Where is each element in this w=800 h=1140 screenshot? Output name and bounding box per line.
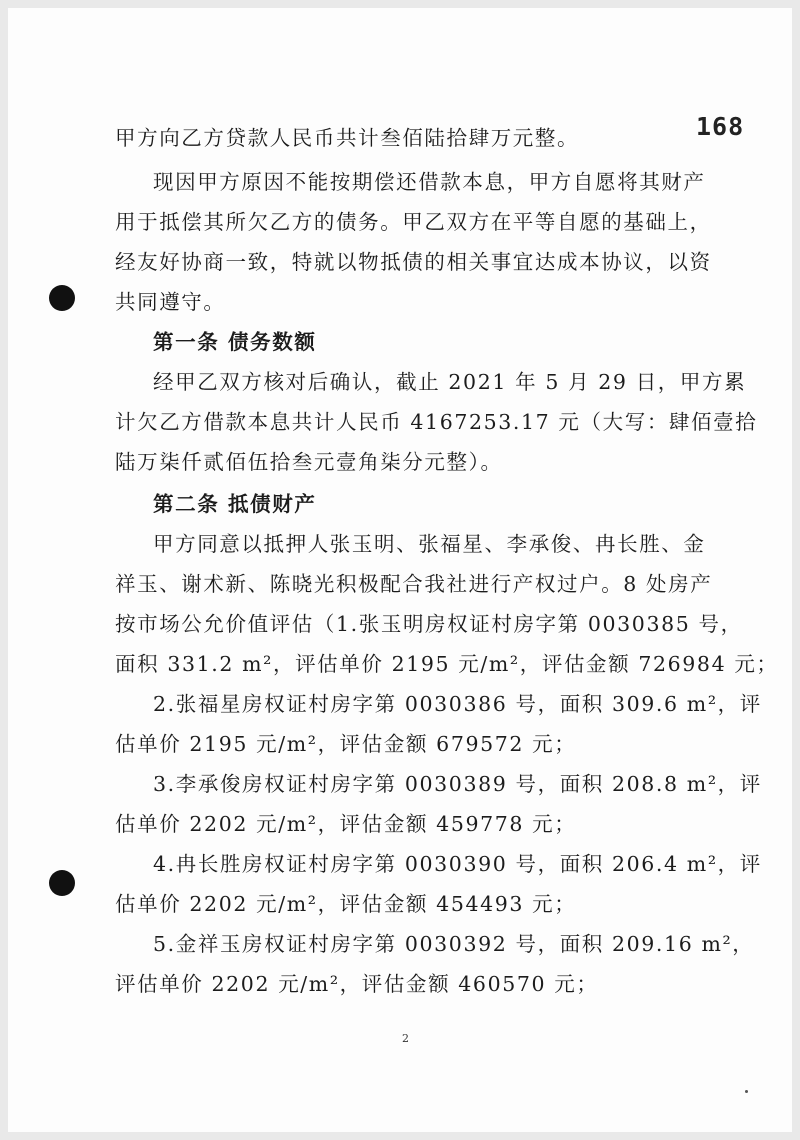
text-line: 现因甲方原因不能按期偿还借款本息，甲方自愿将其财产 (153, 170, 706, 194)
text-line: 估单价 2195 元/m²，评估金额 679572 元； (115, 732, 577, 756)
text-line: 经甲乙双方核对后确认，截止 2021 年 5 月 29 日，甲方累 (153, 370, 747, 394)
text-line: 用于抵偿其所欠乙方的债务。甲乙双方在平等自愿的基础上， (115, 210, 712, 234)
text-line: 祥玉、谢术新、陈晓光积极配合我社进行产权过户。8 处房产 (115, 572, 713, 596)
text-line: 按市场公允价值评估（1.张玉明房权证村房字第 0030385 号， (115, 612, 743, 636)
text-line: 4.冉长胜房权证村房字第 0030390 号，面积 206.4 m²，评 (153, 852, 762, 876)
text-line: 甲方同意以抵押人张玉明、张福星、李承俊、冉长胜、金 (153, 532, 706, 556)
document-page (8, 8, 792, 1132)
section-heading: 第二条 抵债财产 (153, 492, 317, 516)
text-line: 甲方向乙方贷款人民币共计叁佰陆拾肆万元整。 (115, 126, 580, 150)
text-line: 评估单价 2202 元/m²，评估金额 460570 元； (115, 972, 599, 996)
text-line: 共同遵守。 (115, 290, 226, 314)
page-number: 2 (402, 1032, 409, 1045)
binder-hole-icon (49, 285, 75, 311)
text-line: 估单价 2202 元/m²，评估金额 454493 元； (115, 892, 577, 916)
text-line: 计欠乙方借款本息共计人民币 4167253.17 元（大写：肆佰壹拾 (115, 410, 758, 434)
text-line: 面积 331.2 m²，评估单价 2195 元/m²，评估金额 726984 元； (115, 652, 779, 676)
text-line: 3.李承俊房权证村房字第 0030389 号，面积 208.8 m²，评 (153, 772, 762, 796)
text-line: 陆万柒仟贰佰伍拾叁元壹角柒分元整）。 (115, 450, 503, 474)
scan-speck (745, 1090, 748, 1093)
stamp-number: 168 (696, 112, 745, 141)
text-line: 估单价 2202 元/m²，评估金额 459778 元； (115, 812, 577, 836)
text-line: 5.金祥玉房权证村房字第 0030392 号，面积 209.16 m²， (153, 932, 755, 956)
section-heading: 第一条 债务数额 (153, 330, 317, 354)
binder-hole-icon (49, 870, 75, 896)
text-line: 2.张福星房权证村房字第 0030386 号，面积 309.6 m²，评 (153, 692, 762, 716)
text-line: 经友好协商一致，特就以物抵债的相关事宜达成本协议，以资 (115, 250, 712, 274)
